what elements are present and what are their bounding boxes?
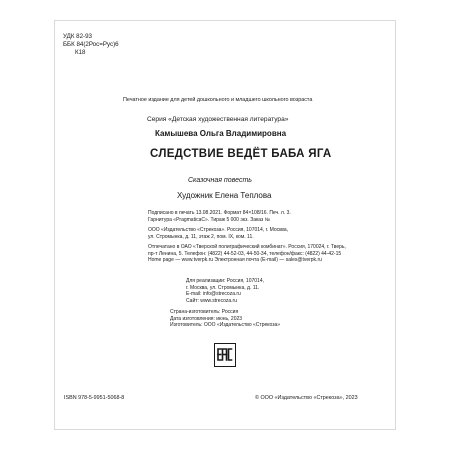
- origin-info-line: Страна-изготовитель: Россия: [170, 309, 239, 315]
- printer-info: [148, 244, 346, 264]
- author-mark: К18: [75, 49, 86, 56]
- print-info-line: Гарнитура «PragmaticaC». Тираж 5 000 экз. Заказ №: [148, 216, 271, 223]
- copyright: © ООО «Издательство «Стрекоза», 2023: [255, 395, 358, 401]
- page-border: [54, 20, 396, 430]
- origin-info-line: Дата изготовления: июнь, 2023: [170, 315, 243, 322]
- book-title: СЛЕДСТВИЕ ВЕДЁТ БАБА ЯГА: [150, 148, 332, 160]
- print-info-line: Подписано в печать 13.08.2021. Формат 84×108/16. Печ. л. 3.: [148, 210, 291, 216]
- series-name: Серия «Детская художественная литература»: [147, 116, 289, 123]
- audience-note: Печатное издание для детей дошкольного и младшего школьного возраста: [123, 97, 313, 103]
- printer-info-line: Отпечатано в ОАО «Тверской полиграфический комбинат». Россия, 170024, г. Тверь,: [148, 244, 346, 250]
- printer-info-line: Home page — www.tverpk.ru Электронная почта (E-mail) — sales@tverpk.ru: [148, 257, 322, 263]
- printer-info-line: пр-т Ленина, 5. Телефон: (4822) 44-52-03, 44-50-34, телефон/факс: (4822) 44-42-15: [148, 250, 342, 257]
- sales-info-line: E-mail: info@strecoza.ru: [186, 291, 241, 297]
- author-name: Камышева Ольга Владимировна: [155, 129, 287, 138]
- sales-info: [186, 278, 264, 304]
- isbn: ISBN 978-5-9951-5068-8: [64, 395, 125, 401]
- classification-block: [63, 33, 119, 57]
- sales-info-line: г. Москва, ул. Стромынка, д. 11.: [186, 284, 260, 291]
- bbk-code: ББК 84(2Рос=Рус)6: [63, 41, 119, 48]
- publisher-info-line: ул. Стромынка, д. 11, этаж 2, пом. IX, ком. 11.: [148, 233, 254, 240]
- sales-info-line: Для реализации: Россия, 107014,: [186, 278, 265, 284]
- illustrator-credit: Художник Елена Теплова: [177, 191, 272, 200]
- print-info: [148, 210, 291, 223]
- genre-label: Сказочная повесть: [188, 177, 252, 184]
- origin-info-line: Изготовитель: ООО «Издательство «Стрекоза»: [170, 322, 281, 328]
- publisher-info-line: ООО «Издательство «Стрекоза». Россия, 107014, г. Москва,: [148, 227, 289, 233]
- sales-info-line: Сайт: www.strecoza.ru: [186, 297, 237, 304]
- publisher-info: [148, 227, 288, 240]
- origin-info: [170, 309, 280, 329]
- eac-icon: [214, 343, 236, 367]
- udk-code: УДК 82-93: [63, 33, 92, 40]
